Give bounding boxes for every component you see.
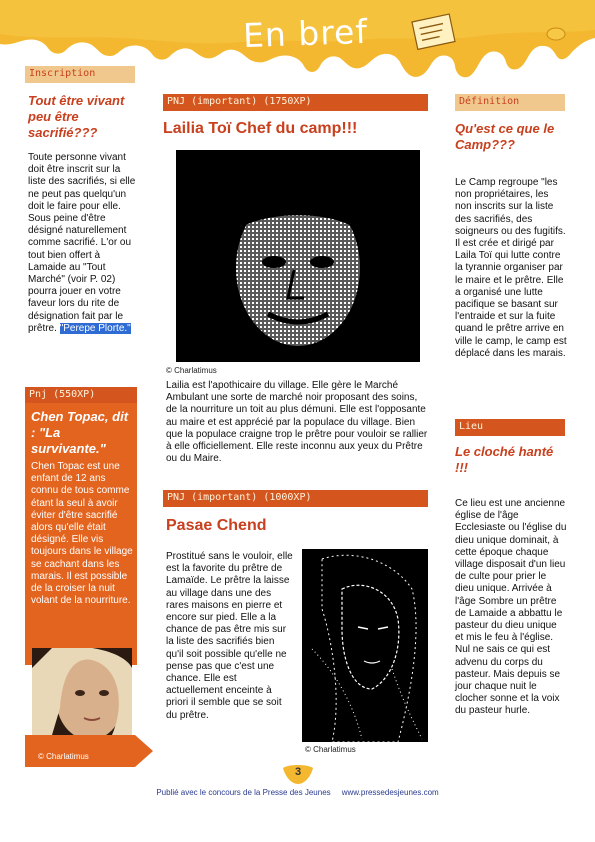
credit-lailia-toi: © Charlatimus: [166, 366, 217, 375]
credit-ribbon: [25, 735, 155, 767]
highlight-perepe-plorte: "Perepe Plorte.": [59, 322, 131, 334]
text-lieu-cloche: Ce lieu est une ancienne église de l'âge Ecclesiaste ou l'église du dieu unique dominait, à cette époque chaque village disposait d'un lieu de culte pour prier le dieu unique. Arrivée à l'âge Sombre un prêtre de Lamaide a abbattu le pasteur du dieu unique et mis le feu à l'église. Nul ne sais ce qui est advenu du corps du pasteur. Mais depuis se jour chaque nuit le clocher sonne et la voix du pasteur hurle.: [455, 498, 567, 717]
header-title: En bref: [242, 11, 369, 56]
footer-text: Publié avec le concours de la Presse des Jeunes www.pressedesjeunes.com: [156, 788, 439, 797]
photo-lailia-toi: [176, 150, 420, 362]
tag-inscription: Inscription: [25, 66, 135, 83]
tag-pnj-1000xp: PNJ (important) (1000XP): [163, 490, 428, 507]
tag-lieu: Lieu: [455, 419, 565, 436]
text-inscription: Toute personne vivant doit être inscrit sur la liste des sacrifiés, si elle ne peut pas quelqu'un doit le faire pour elle. Sous peine d'être désigné naturellement comme sacrifié. L'or ou tout bien offert à Lamaide au "Tout Marché" (voir P. 02) pourra jouer en votre faveur lors du rite de désignation fait par le prêtre. "Perepe Plorte.": [28, 152, 136, 334]
heading-pasae-chend: Pasae Chend: [166, 517, 267, 534]
credit-chen-topac: © Charlatimus: [38, 752, 89, 761]
tag-pnj-550xp: Pnj (550XP): [25, 387, 137, 404]
page-number: 3: [294, 766, 302, 778]
photo-pasae-chend: [302, 549, 428, 742]
heading-le-cloche-hante: Le cloché hanté !!!: [455, 444, 554, 475]
text-chen-topac: Chen Topac est une enfant de 12 ans connu de tous comme étant la seul à avoir éviter d'être sacrifié alors qu'elle était désigné. Elle vis toujours dans le village se cachant dans les marais. Il est possible de la croiser la nuit volant de la nourriture.: [31, 461, 133, 607]
tag-definition: Définition: [455, 94, 565, 111]
tag-pnj-1750xp: PNJ (important) (1750XP): [163, 94, 428, 111]
credit-pasae-chend: © Charlatimus: [305, 745, 356, 754]
heading-quest-ce-que-le-camp: Qu'est ce que le Camp???: [455, 121, 555, 152]
text-pasae-chend: Prostitué sans le vouloir, elle est la favorite du prêtre de Lamaïde. Le prêtre la laisse au village dans une des rares maisons en pierre et encore sur pied. Elle a la chance de pas être mis sur la liste des sacrifiés bien qu'il soit possible qu'elle ne pense pas que c'est une chance. Elle est actuellement enceinte à priori il semble que se soit du prêtre.: [166, 551, 293, 721]
text-lailia-toi: Lailia est l'apothicaire du village. Elle gère le Marché Ambulant une sorte de marché noir proposant des soins, de la nourriture un toit au plus démuni. Elle est l'opposante au maire et est apprécié par la populace du village. Bien que la populace craigne trop le prêtre pour vouloir se rallier à elle officiellement. Elle reste inconnu aux yeux du Prêtre ou du Maire.: [166, 380, 428, 465]
text-definition-camp: Le Camp regroupe "les non propriétaires, les non inscrits sur la liste des sacrifiés, des soigneurs ou des fugitifs. Il est crée et dirigé par Laila Toï qui lutte contre la tyrannie organiser par le maire et le prêtre. Elle a organisé une lutte pacifique se basant sur l'entraide et sur la fuite quand le prêtre arrive en ville le camp, le camp est déplacé dans les marais.: [455, 177, 567, 359]
heading-chen-topac: Chen Topac, dit : "La survivante.": [31, 409, 129, 456]
chen-topac-box: [25, 403, 137, 665]
heading-tout-etre-vivant: Tout être vivant peu être sacrifié???: [28, 93, 125, 140]
photo-chen-topac: [32, 648, 132, 735]
heading-lailia-toi: Lailia Toï Chef du camp!!!: [163, 120, 358, 137]
